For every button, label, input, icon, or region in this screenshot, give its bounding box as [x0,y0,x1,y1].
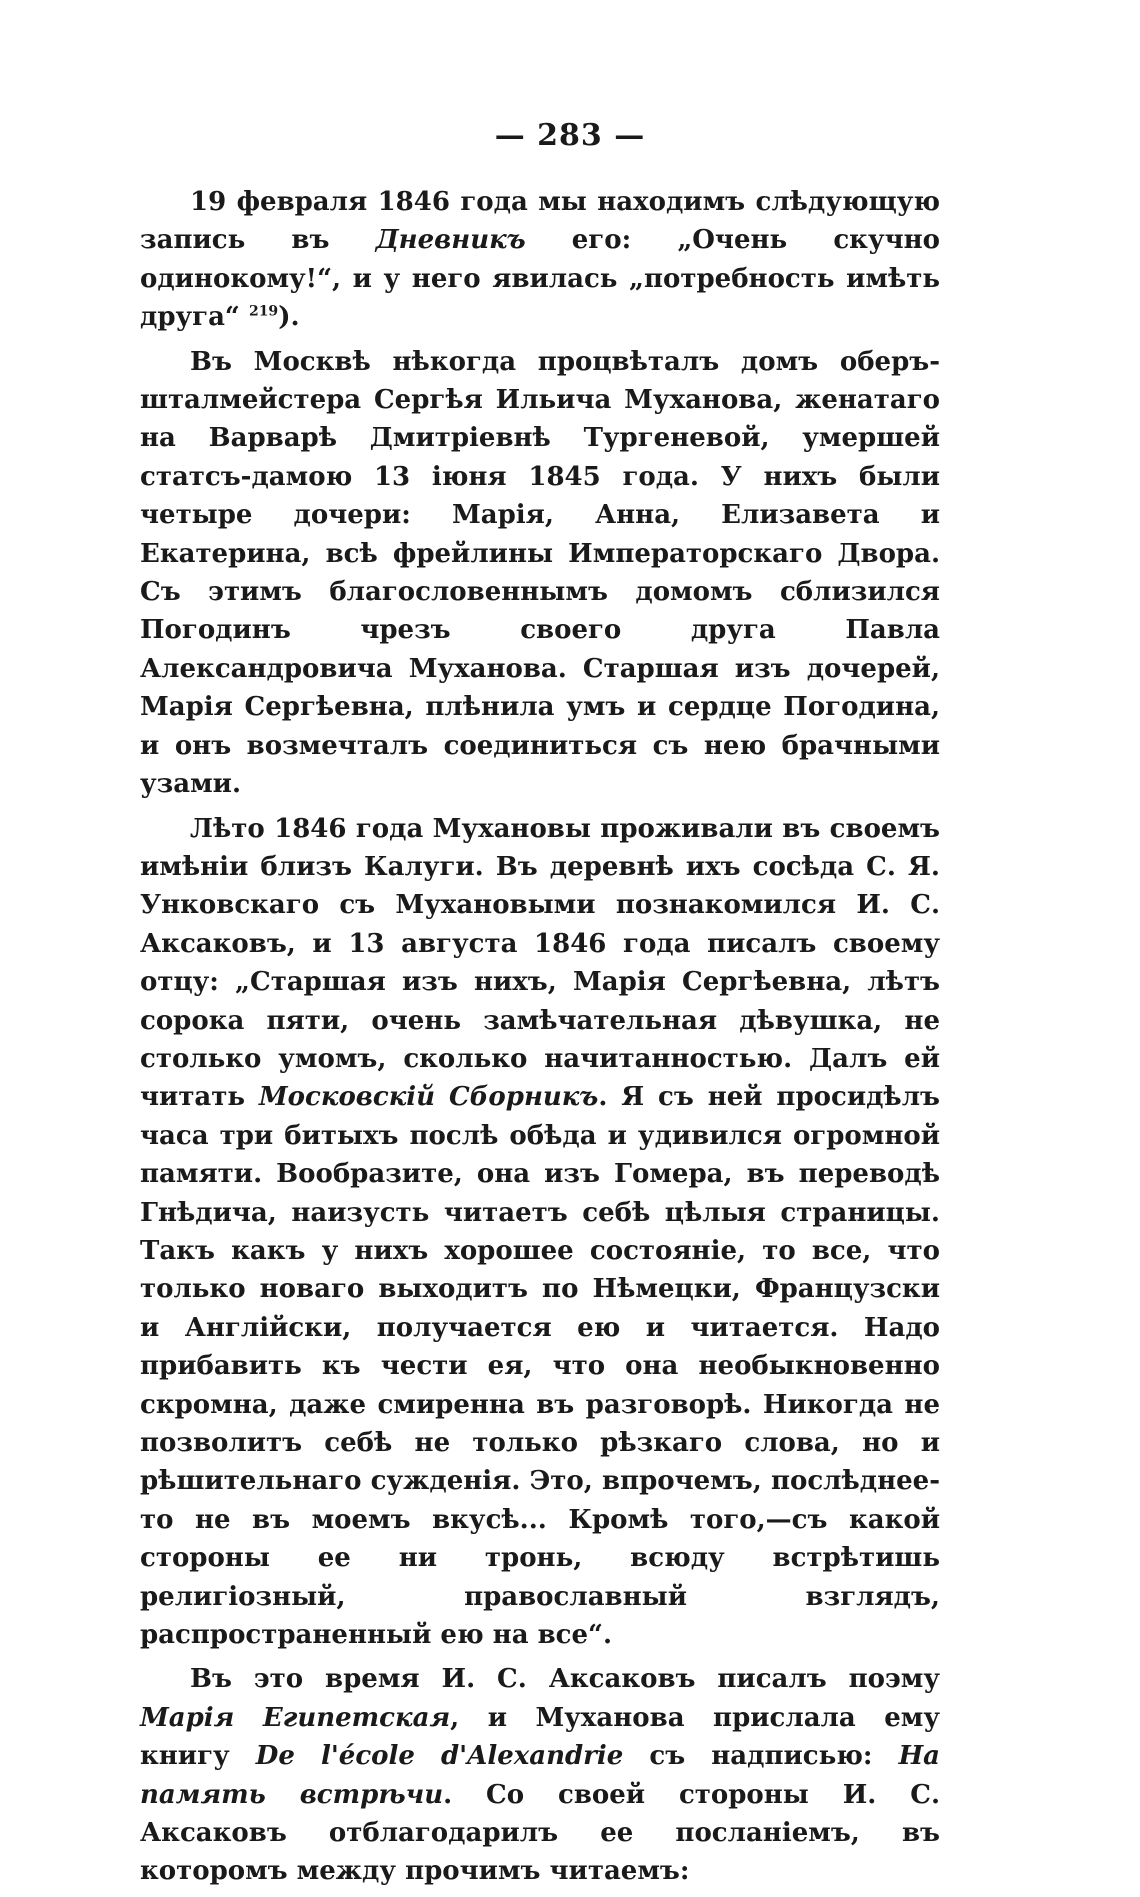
paragraph-4 [140,1660,940,1890]
paragraph-2 [140,343,940,804]
page-number: — 283 — [494,118,646,153]
footnote-reference[interactable]: 219 [248,303,279,320]
italic-inscription: На память встрѣчи [140,1741,940,1810]
body-text [140,183,940,1897]
text-segment: , и Муханова прислала ему книгу [140,1702,940,1772]
text-segment: Въ Москвѣ нѣкогда процвѣталъ домъ оберъ-шталмейстера Сергѣя Ильича Муханова, женатаго на Варварѣ Дмитріевнѣ Тургеневой, умершей статсъ-дамою 13 іюня 1845 года. У нихъ были четыре дочери: Марія, Анна, Елизавета и Екатерина, всѣ фрейлины Императорскаго Двора. Съ этимъ благословеннымъ домомъ сблизился Погодинъ чрезъ своего друга Павла Александровича Муханова. Старшая изъ дочерей, Марія Сергѣевна, плѣнила умъ и сердце Погодина, и онъ возмечталъ соединиться съ нею брачными узами. [140,346,940,800]
text-segment: его: „Очень скучно одинокому!“, и у него явилась „потребность имѣть друга“ [140,225,940,333]
text-segment: ). [278,302,300,333]
italic-title: Дневникъ [375,225,526,256]
text-segment: съ надписью: [623,1741,899,1772]
paragraph-3 [140,810,940,1655]
text-segment: . Я съ ней просидѣлъ часа три битыхъ послѣ обѣда и удивился огромной памяти. Вообразите, она изъ Гомера, въ переводѣ Гнѣдича, наизусть читаетъ себѣ цѣлыя страницы. Такъ какъ у нихъ хорошее состояніе, то все, что только новаго выходитъ по Нѣмецки, Французски и Англійски, получается ею и читается. Надо прибавить къ чести ея, что она необыкновенно скромна, даже смиренна въ разговорѣ. Никогда не позволитъ себѣ не только рѣзкаго слова, но и рѣшительнаго сужденія. Это, впрочемъ, послѣднее-то не въ моемъ вкусѣ... Кромѣ того,—съ какой стороны ее ни тронь, всюду встрѣтишь религіозный, православный взглядъ, распространенный ею на все“. [140,1082,940,1651]
text-segment: Лѣто 1846 года Мухановы проживали въ своемъ имѣніи близъ Калуги. Въ деревнѣ ихъ сосѣда С. Я. Унковскаго съ Мухановыми познакомился И. С. Аксаковъ, и 13 августа 1846 года писалъ своему отцу: „Старшая изъ нихъ, Марія Сергѣевна, лѣтъ сорока пяти, очень замѣчательная дѣвушка, не столько умомъ, сколько начитанностью. Далъ ей читать [140,813,940,1113]
text-segment: Въ это время И. С. Аксаковъ писалъ поэму [190,1664,940,1695]
paragraph-1 [140,183,940,337]
text-segment: . Со своей стороны И. С. Аксаковъ отблагодарилъ ее посланіемъ, въ которомъ между прочимъ читаемъ: [140,1779,940,1887]
italic-title: Московскій Сборникъ [258,1082,599,1113]
italic-title: Марія Египетская [140,1702,451,1733]
italic-title: De l'école d'Alexandrie [255,1741,624,1772]
text-segment: 19 февраля 1846 года мы находимъ слѣдующую запись въ [140,187,940,256]
